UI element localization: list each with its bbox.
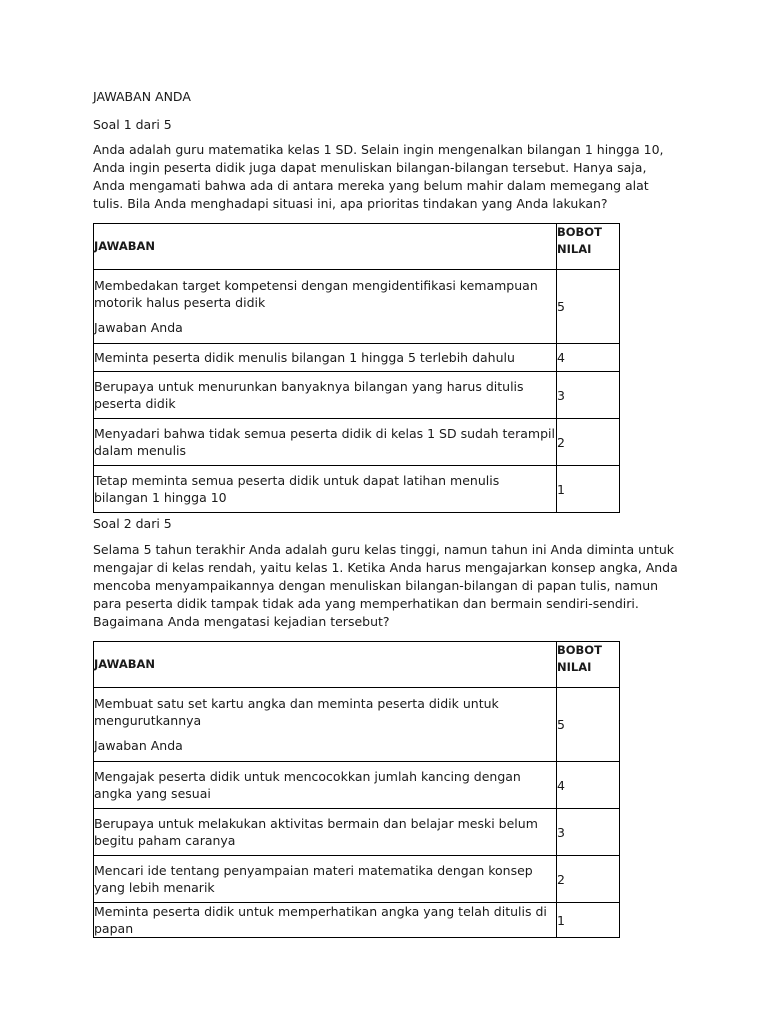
question-2-label: Soal 2 dari 5	[93, 516, 172, 531]
score-column-header	[557, 224, 620, 270]
table-header-row	[94, 642, 620, 688]
answer-option-text: Meminta peserta didik menulis bilangan 1 hingga 5 terlebih dahulu	[94, 350, 515, 365]
table-row	[94, 856, 620, 903]
answer-cell	[94, 809, 557, 856]
table-row	[94, 372, 620, 419]
score-cell: 2	[557, 419, 620, 466]
answer-option-text: Membedakan target kompetensi dengan mengidentifikasi kemampuan motorik halus peserta didik	[94, 278, 538, 310]
score-cell: 3	[557, 372, 620, 419]
page-heading: JAWABAN ANDA	[93, 89, 191, 104]
score-header-line-1: BOBOT	[557, 643, 602, 657]
table-row	[94, 466, 620, 513]
question-1-text: Anda adalah guru matematika kelas 1 SD. Selain ingin mengenalkan bilangan 1 hingga 10, Anda ingin peserta didik juga dapat menuliskan bilangan-bilangan tersebut. Hanya saja, Anda mengamati bahwa ada di antara mereka yang belum mahir dalam memegang alat tulis. Bila Anda menghadapi situasi ini, apa prioritas tindakan yang Anda lakukan?	[93, 142, 664, 211]
table-row	[94, 809, 620, 856]
question-1-answer-table	[93, 223, 620, 513]
question-2-text: Selama 5 tahun terakhir Anda adalah guru kelas tinggi, namun tahun ini Anda diminta untuk mengajar di kelas rendah, yaitu kelas 1. Ketika Anda harus mengajarkan konsep angka, Anda mencoba menyampaikannya dengan menuliskan bilangan-bilangan di papan tulis, namun para peserta didik tampak tidak ada yang memperhatikan dan bermain sendiri-sendiri. Bagaimana Anda mengatasi kejadian tersebut?	[93, 542, 678, 629]
table-header-row	[94, 224, 620, 270]
answer-option-text: Berupaya untuk menurunkan banyaknya bilangan yang harus ditulis peserta didik	[94, 379, 524, 411]
table-row	[94, 344, 620, 372]
answer-option-text: Mencari ide tentang penyampaian materi matematika dengan konsep yang lebih menarik	[94, 863, 533, 895]
answer-cell	[94, 856, 557, 903]
answer-option-text: Tetap meminta semua peserta didik untuk dapat latihan menulis bilangan 1 hingga 10	[94, 473, 500, 505]
question-1-label: Soal 1 dari 5	[93, 117, 172, 132]
answer-option-text: Mengajak peserta didik untuk mencocokkan jumlah kancing dengan angka yang sesuai	[94, 769, 521, 801]
score-cell: 1	[557, 466, 620, 513]
answer-cell	[94, 762, 557, 809]
table-row	[94, 419, 620, 466]
answer-cell	[94, 688, 557, 762]
answer-column-header: JAWABAN	[94, 224, 557, 270]
table-row	[94, 762, 620, 809]
score-cell: 5	[557, 270, 620, 344]
answer-option-text: Berupaya untuk melakukan aktivitas bermain dan belajar meski belum begitu paham caranya	[94, 816, 538, 848]
score-cell: 5	[557, 688, 620, 762]
answer-cell	[94, 419, 557, 466]
score-header-line-2: NILAI	[557, 660, 592, 674]
score-column-header	[557, 642, 620, 688]
score-cell: 3	[557, 809, 620, 856]
your-answer-note: Jawaban Anda	[94, 738, 183, 753]
table-row	[94, 903, 620, 938]
answer-option-text: Meminta peserta didik untuk memperhatikan angka yang telah ditulis di papan	[94, 904, 547, 936]
answer-cell	[94, 344, 557, 372]
score-cell: 4	[557, 344, 620, 372]
score-cell: 2	[557, 856, 620, 903]
table-row	[94, 270, 620, 344]
score-header-line-1: BOBOT	[557, 225, 602, 239]
answer-cell	[94, 903, 557, 938]
answer-option-text: Membuat satu set kartu angka dan meminta peserta didik untuk mengurutkannya	[94, 696, 499, 728]
answer-column-header: JAWABAN	[94, 642, 557, 688]
your-answer-note: Jawaban Anda	[94, 320, 183, 335]
score-cell: 4	[557, 762, 620, 809]
question-2-answer-table	[93, 641, 620, 938]
answer-option-text: Menyadari bahwa tidak semua peserta didik di kelas 1 SD sudah terampil dalam menulis	[94, 426, 555, 458]
table-row	[94, 688, 620, 762]
score-cell: 1	[557, 903, 620, 938]
answer-cell	[94, 372, 557, 419]
score-header-line-2: NILAI	[557, 242, 592, 256]
answer-cell	[94, 466, 557, 513]
answer-cell	[94, 270, 557, 344]
